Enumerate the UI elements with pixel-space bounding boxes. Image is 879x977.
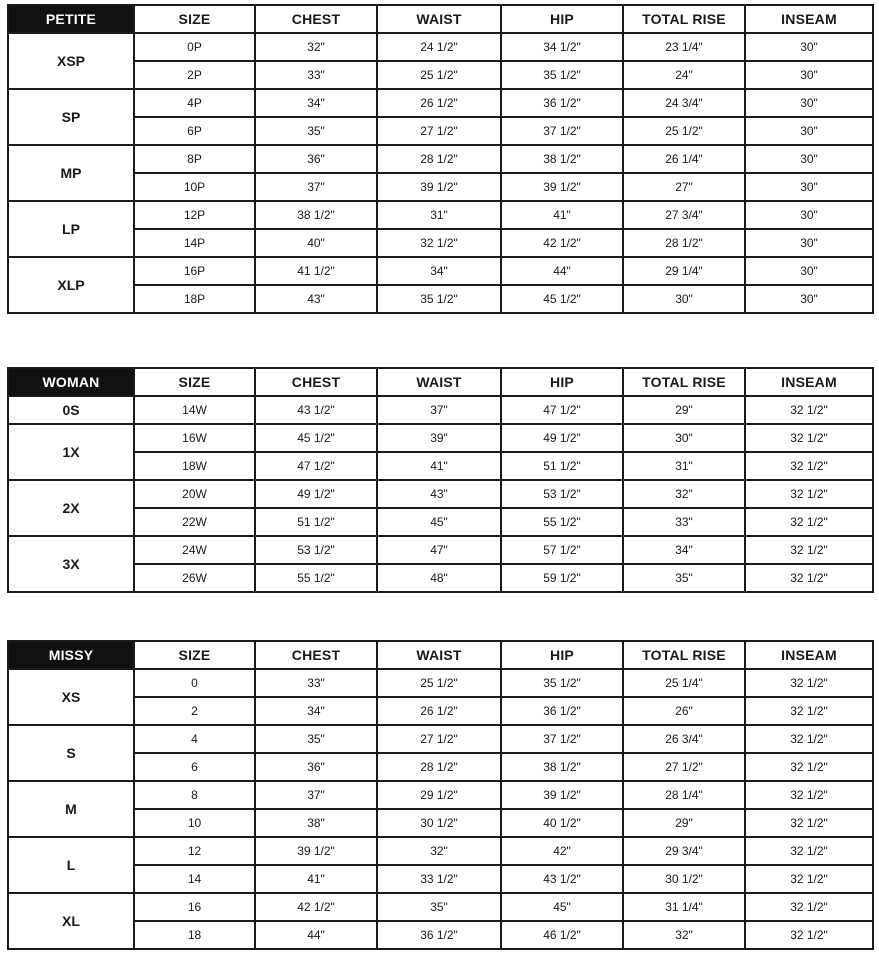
chest-cell: 55 1/2" [255, 564, 377, 592]
hip-cell: 55 1/2" [501, 508, 623, 536]
waist-cell: 36 1/2" [377, 921, 501, 949]
table-row [8, 837, 873, 865]
table-row [8, 257, 873, 285]
inseam-cell: 32 1/2" [745, 725, 873, 753]
size-cell: 6 [134, 753, 255, 781]
waist-cell: 32 1/2" [377, 229, 501, 257]
chest-cell: 34" [255, 697, 377, 725]
waist-cell: 26 1/2" [377, 89, 501, 117]
waist-cell: 25 1/2" [377, 61, 501, 89]
waist-cell: 45" [377, 508, 501, 536]
table-header [8, 368, 873, 396]
table-row [8, 201, 873, 229]
table-header [8, 5, 873, 33]
table-row [8, 173, 873, 201]
column-header-size: SIZE [134, 5, 255, 33]
inseam-cell: 30" [745, 285, 873, 313]
table-row [8, 725, 873, 753]
chest-cell: 34" [255, 89, 377, 117]
hip-cell: 42" [501, 837, 623, 865]
table-row [8, 424, 873, 452]
chest-cell: 43 1/2" [255, 396, 377, 424]
size-cell: 6P [134, 117, 255, 145]
hip-cell: 59 1/2" [501, 564, 623, 592]
size-cell: 0 [134, 669, 255, 697]
total-rise-cell: 31 1/4" [623, 893, 745, 921]
waist-cell: 34" [377, 257, 501, 285]
table-row [8, 396, 873, 424]
size-group-label: 0S [8, 396, 134, 424]
table-header [8, 641, 873, 669]
waist-cell: 27 1/2" [377, 725, 501, 753]
chest-cell: 33" [255, 61, 377, 89]
header-row [8, 641, 873, 669]
size-group-label: MP [8, 145, 134, 201]
waist-cell: 27 1/2" [377, 117, 501, 145]
inseam-cell: 32 1/2" [745, 669, 873, 697]
total-rise-cell: 29 1/4" [623, 257, 745, 285]
chest-cell: 41 1/2" [255, 257, 377, 285]
chest-cell: 42 1/2" [255, 893, 377, 921]
inseam-cell: 32 1/2" [745, 396, 873, 424]
hip-cell: 35 1/2" [501, 669, 623, 697]
column-header-hip: HIP [501, 5, 623, 33]
table-row [8, 33, 873, 61]
waist-cell: 28 1/2" [377, 145, 501, 173]
inseam-cell: 30" [745, 145, 873, 173]
chest-cell: 40" [255, 229, 377, 257]
column-header-chest: CHEST [255, 368, 377, 396]
size-cell: 14 [134, 865, 255, 893]
total-rise-cell: 24" [623, 61, 745, 89]
hip-cell: 53 1/2" [501, 480, 623, 508]
total-rise-cell: 32" [623, 921, 745, 949]
total-rise-cell: 24 3/4" [623, 89, 745, 117]
inseam-cell: 32 1/2" [745, 424, 873, 452]
chest-cell: 36" [255, 145, 377, 173]
waist-cell: 33 1/2" [377, 865, 501, 893]
chest-cell: 44" [255, 921, 377, 949]
table-row [8, 669, 873, 697]
column-header-total-rise: TOTAL RISE [623, 5, 745, 33]
chest-cell: 35" [255, 117, 377, 145]
size-group-label: XL [8, 893, 134, 949]
hip-cell: 35 1/2" [501, 61, 623, 89]
size-group-label: L [8, 837, 134, 893]
waist-cell: 41" [377, 452, 501, 480]
chest-cell: 38 1/2" [255, 201, 377, 229]
total-rise-cell: 30 1/2" [623, 865, 745, 893]
table-row [8, 781, 873, 809]
column-header-chest: CHEST [255, 641, 377, 669]
hip-cell: 43 1/2" [501, 865, 623, 893]
table-body [8, 396, 873, 592]
total-rise-cell: 23 1/4" [623, 33, 745, 61]
total-rise-cell: 34" [623, 536, 745, 564]
hip-cell: 34 1/2" [501, 33, 623, 61]
column-header-total-rise: TOTAL RISE [623, 368, 745, 396]
total-rise-cell: 30" [623, 424, 745, 452]
hip-cell: 39 1/2" [501, 173, 623, 201]
waist-cell: 24 1/2" [377, 33, 501, 61]
table-row [8, 480, 873, 508]
inseam-cell: 30" [745, 33, 873, 61]
table-body [8, 33, 873, 313]
column-header-inseam: INSEAM [745, 641, 873, 669]
total-rise-cell: 29" [623, 809, 745, 837]
hip-cell: 37 1/2" [501, 117, 623, 145]
size-cell: 20W [134, 480, 255, 508]
hip-cell: 40 1/2" [501, 809, 623, 837]
column-header-inseam: INSEAM [745, 368, 873, 396]
hip-cell: 51 1/2" [501, 452, 623, 480]
size-cell: 2P [134, 61, 255, 89]
waist-cell: 39 1/2" [377, 173, 501, 201]
size-group-label: 3X [8, 536, 134, 592]
table-row [8, 508, 873, 536]
hip-cell: 46 1/2" [501, 921, 623, 949]
size-cell: 16 [134, 893, 255, 921]
hip-cell: 45 1/2" [501, 285, 623, 313]
waist-cell: 32" [377, 837, 501, 865]
inseam-cell: 32 1/2" [745, 753, 873, 781]
size-cell: 8 [134, 781, 255, 809]
header-row [8, 5, 873, 33]
waist-cell: 29 1/2" [377, 781, 501, 809]
hip-cell: 38 1/2" [501, 753, 623, 781]
size-group-label: XS [8, 669, 134, 725]
chest-cell: 41" [255, 865, 377, 893]
total-rise-cell: 26 1/4" [623, 145, 745, 173]
size-group-label: XLP [8, 257, 134, 313]
size-cell: 22W [134, 508, 255, 536]
waist-cell: 48" [377, 564, 501, 592]
size-cell: 8P [134, 145, 255, 173]
table-row [8, 809, 873, 837]
inseam-cell: 32 1/2" [745, 452, 873, 480]
inseam-cell: 32 1/2" [745, 564, 873, 592]
chest-cell: 39 1/2" [255, 837, 377, 865]
size-cell: 18W [134, 452, 255, 480]
table-row [8, 61, 873, 89]
column-header-waist: WAIST [377, 5, 501, 33]
hip-cell: 42 1/2" [501, 229, 623, 257]
hip-cell: 44" [501, 257, 623, 285]
total-rise-cell: 25 1/4" [623, 669, 745, 697]
column-header-chest: CHEST [255, 5, 377, 33]
size-group-label: SP [8, 89, 134, 145]
inseam-cell: 32 1/2" [745, 865, 873, 893]
inseam-cell: 32 1/2" [745, 480, 873, 508]
waist-cell: 35 1/2" [377, 285, 501, 313]
inseam-cell: 30" [745, 117, 873, 145]
inseam-cell: 32 1/2" [745, 697, 873, 725]
size-cell: 16W [134, 424, 255, 452]
column-header-size: SIZE [134, 368, 255, 396]
table-row [8, 921, 873, 949]
size-group-label: 2X [8, 480, 134, 536]
inseam-cell: 32 1/2" [745, 837, 873, 865]
inseam-cell: 32 1/2" [745, 921, 873, 949]
header-row [8, 368, 873, 396]
waist-cell: 47" [377, 536, 501, 564]
table-row [8, 753, 873, 781]
total-rise-cell: 32" [623, 480, 745, 508]
hip-cell: 45" [501, 893, 623, 921]
chest-cell: 53 1/2" [255, 536, 377, 564]
column-header-size: SIZE [134, 641, 255, 669]
inseam-cell: 30" [745, 173, 873, 201]
waist-cell: 39" [377, 424, 501, 452]
chest-cell: 32" [255, 33, 377, 61]
total-rise-cell: 30" [623, 285, 745, 313]
hip-cell: 57 1/2" [501, 536, 623, 564]
inseam-cell: 32 1/2" [745, 536, 873, 564]
size-cell: 10P [134, 173, 255, 201]
size-cell: 10 [134, 809, 255, 837]
total-rise-cell: 35" [623, 564, 745, 592]
hip-cell: 37 1/2" [501, 725, 623, 753]
waist-cell: 25 1/2" [377, 669, 501, 697]
total-rise-cell: 25 1/2" [623, 117, 745, 145]
hip-cell: 36 1/2" [501, 697, 623, 725]
inseam-cell: 30" [745, 61, 873, 89]
size-cell: 14P [134, 229, 255, 257]
size-cell: 26W [134, 564, 255, 592]
hip-cell: 39 1/2" [501, 781, 623, 809]
size-table-petite [7, 4, 874, 314]
hip-cell: 41" [501, 201, 623, 229]
table-row [8, 697, 873, 725]
inseam-cell: 30" [745, 201, 873, 229]
chest-cell: 43" [255, 285, 377, 313]
chest-cell: 33" [255, 669, 377, 697]
total-rise-cell: 27 3/4" [623, 201, 745, 229]
chest-cell: 38" [255, 809, 377, 837]
inseam-cell: 32 1/2" [745, 893, 873, 921]
size-cell: 18 [134, 921, 255, 949]
chest-cell: 36" [255, 753, 377, 781]
total-rise-cell: 27" [623, 173, 745, 201]
chest-cell: 51 1/2" [255, 508, 377, 536]
total-rise-cell: 26" [623, 697, 745, 725]
size-cell: 4P [134, 89, 255, 117]
size-cell: 24W [134, 536, 255, 564]
table-row [8, 285, 873, 313]
category-label: MISSY [8, 641, 134, 669]
waist-cell: 43" [377, 480, 501, 508]
size-group-label: XSP [8, 33, 134, 89]
hip-cell: 49 1/2" [501, 424, 623, 452]
inseam-cell: 32 1/2" [745, 508, 873, 536]
total-rise-cell: 28 1/2" [623, 229, 745, 257]
waist-cell: 35" [377, 893, 501, 921]
size-group-label: 1X [8, 424, 134, 480]
waist-cell: 28 1/2" [377, 753, 501, 781]
column-header-waist: WAIST [377, 641, 501, 669]
size-cell: 12 [134, 837, 255, 865]
chest-cell: 47 1/2" [255, 452, 377, 480]
chest-cell: 37" [255, 173, 377, 201]
column-header-hip: HIP [501, 368, 623, 396]
inseam-cell: 32 1/2" [745, 781, 873, 809]
chest-cell: 45 1/2" [255, 424, 377, 452]
inseam-cell: 30" [745, 89, 873, 117]
waist-cell: 26 1/2" [377, 697, 501, 725]
size-cell: 16P [134, 257, 255, 285]
table-row [8, 893, 873, 921]
total-rise-cell: 31" [623, 452, 745, 480]
column-header-waist: WAIST [377, 368, 501, 396]
size-cell: 4 [134, 725, 255, 753]
table-row [8, 536, 873, 564]
size-group-label: M [8, 781, 134, 837]
inseam-cell: 30" [745, 257, 873, 285]
chest-cell: 37" [255, 781, 377, 809]
size-table-woman [7, 367, 874, 593]
column-header-inseam: INSEAM [745, 5, 873, 33]
category-label: WOMAN [8, 368, 134, 396]
size-cell: 0P [134, 33, 255, 61]
table-row [8, 89, 873, 117]
table-body [8, 669, 873, 949]
total-rise-cell: 26 3/4" [623, 725, 745, 753]
total-rise-cell: 33" [623, 508, 745, 536]
inseam-cell: 30" [745, 229, 873, 257]
table-row [8, 229, 873, 257]
total-rise-cell: 29 3/4" [623, 837, 745, 865]
waist-cell: 30 1/2" [377, 809, 501, 837]
hip-cell: 38 1/2" [501, 145, 623, 173]
chest-cell: 49 1/2" [255, 480, 377, 508]
chest-cell: 35" [255, 725, 377, 753]
size-cell: 12P [134, 201, 255, 229]
size-cell: 18P [134, 285, 255, 313]
column-header-total-rise: TOTAL RISE [623, 641, 745, 669]
inseam-cell: 32 1/2" [745, 809, 873, 837]
hip-cell: 47 1/2" [501, 396, 623, 424]
size-cell: 2 [134, 697, 255, 725]
column-header-hip: HIP [501, 641, 623, 669]
waist-cell: 31" [377, 201, 501, 229]
size-table-missy [7, 640, 874, 950]
total-rise-cell: 28 1/4" [623, 781, 745, 809]
table-row [8, 117, 873, 145]
size-cell: 14W [134, 396, 255, 424]
size-group-label: LP [8, 201, 134, 257]
category-label: PETITE [8, 5, 134, 33]
table-row [8, 145, 873, 173]
size-group-label: S [8, 725, 134, 781]
table-row [8, 452, 873, 480]
total-rise-cell: 29" [623, 396, 745, 424]
total-rise-cell: 27 1/2" [623, 753, 745, 781]
table-row [8, 564, 873, 592]
hip-cell: 36 1/2" [501, 89, 623, 117]
table-row [8, 865, 873, 893]
waist-cell: 37" [377, 396, 501, 424]
